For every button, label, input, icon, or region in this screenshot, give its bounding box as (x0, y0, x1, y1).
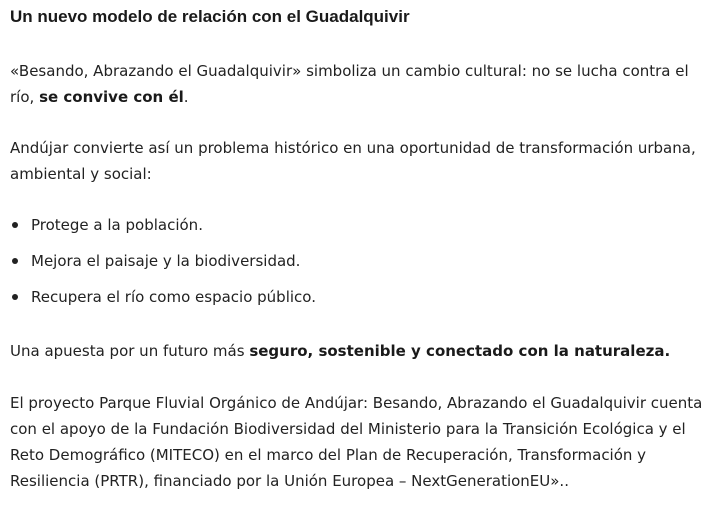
paragraph-transformation: Andújar convierte así un problema histórico en una oportunidad de transformación urbana, ambiental y social: (10, 139, 696, 183)
list-item (10, 212, 710, 248)
bullet-icon (12, 294, 18, 300)
emphasis-text: se convive con él (39, 88, 184, 106)
benefits-list (10, 212, 710, 320)
section-heading: Un nuevo modelo de relación con el Guadalquivir (10, 7, 410, 26)
paragraph-text: «Besando, Abrazando el Guadalquivir» simboliza un cambio cultural: no se lucha contra el río, (10, 62, 689, 106)
list-item-text: Recupera el río como espacio público. (31, 288, 316, 306)
list-item (10, 284, 710, 320)
bullet-icon (12, 258, 18, 264)
list-item-text: Protege a la población. (31, 216, 203, 234)
emphasis-text: seguro, sostenible y conectado con la naturaleza. (249, 342, 671, 360)
list-item-text: Mejora el paisaje y la biodiversidad. (31, 252, 301, 270)
paragraph-text: Una apuesta por un futuro más (10, 342, 250, 360)
paragraph-funding: El proyecto Parque Fluvial Orgánico de Andújar: Besando, Abrazando el Guadalquivir cuenta con el apoyo de la Fundación Biodiversidad del Ministerio para la Transición Ecológica y el Reto Demográfico (MITECO) en el marco del Plan de Recuperación, Transformación y Resiliencia (PRTR), financiado por la Unión Europea – NextGenerationEU».. (10, 394, 703, 490)
bullet-icon (12, 222, 18, 228)
paragraph-text-end: . (183, 88, 189, 106)
paragraph-cultural-change (10, 58, 710, 110)
list-item (10, 248, 710, 284)
paragraph-future (10, 338, 710, 364)
